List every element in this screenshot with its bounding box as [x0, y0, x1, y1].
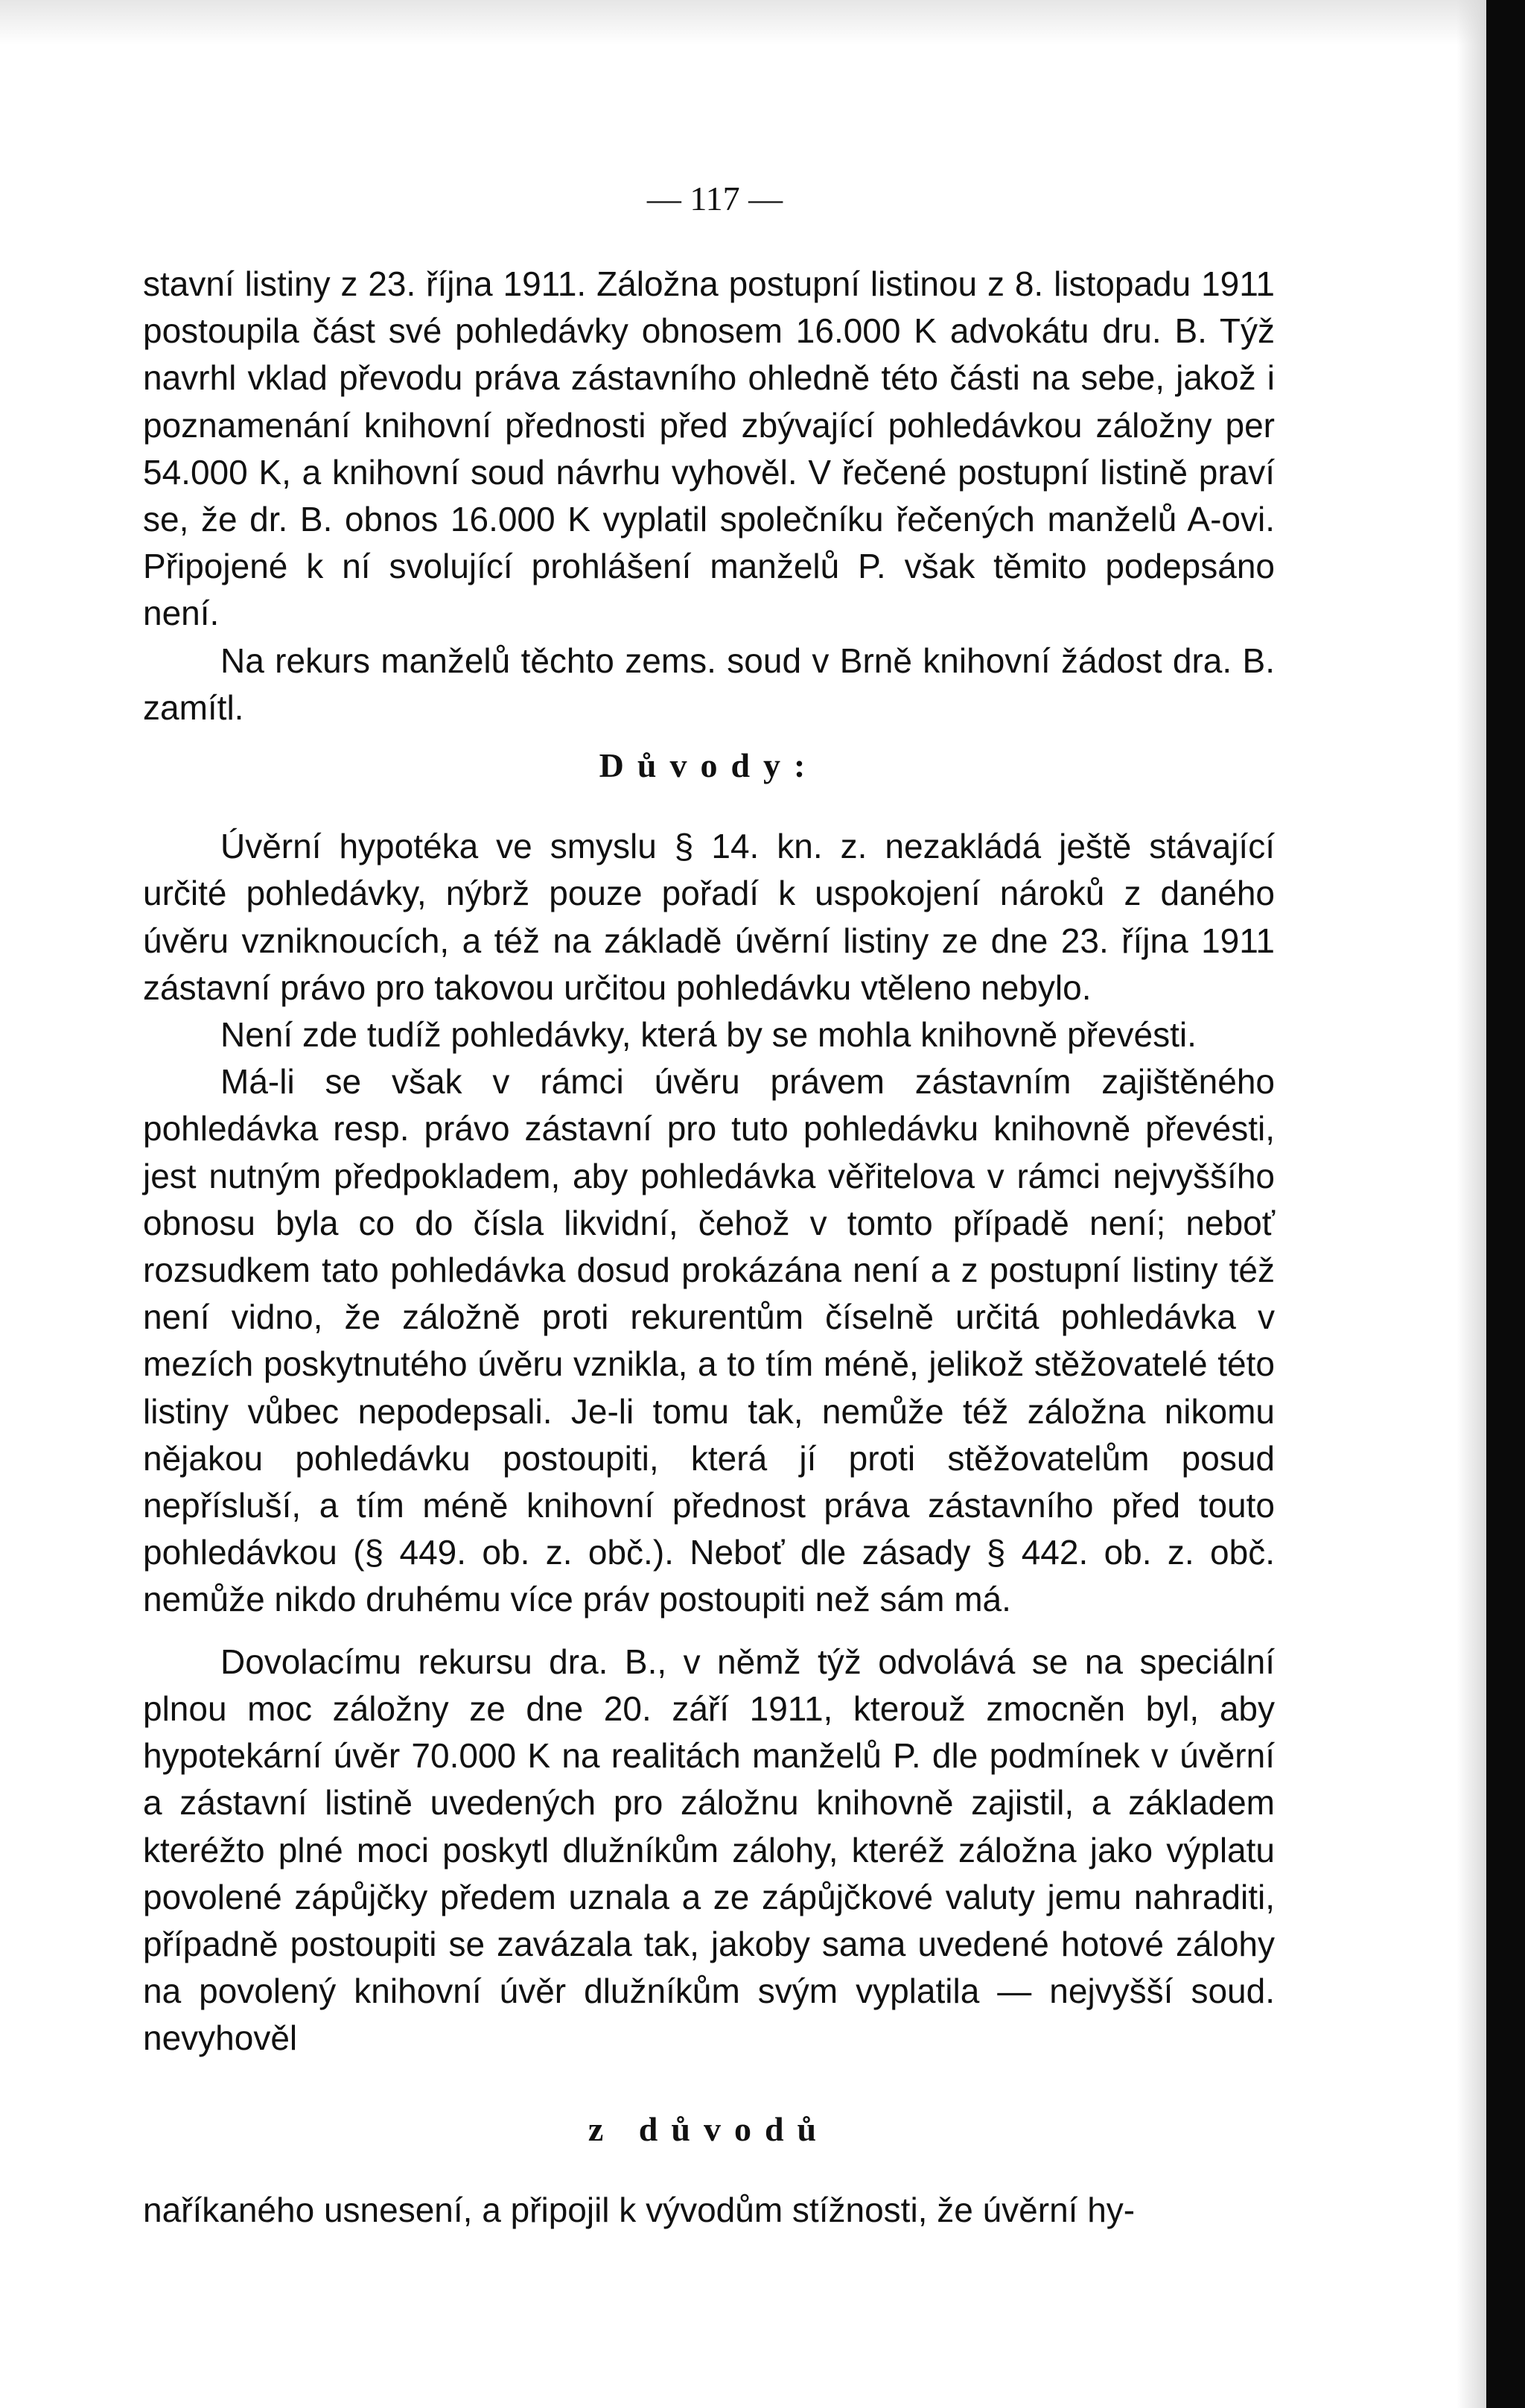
- scan-border-right: [1486, 0, 1525, 2408]
- heading-z-duvodu: z důvodů: [588, 2109, 830, 2148]
- paragraph-rekurs: Na rekurs manželů těchto zems. soud v Brně knihovní žádost dra. B. zamítl.: [143, 641, 1275, 727]
- paragraph-reason-3: Má-li se však v rámci úvěru právem zástavním zajištěného pohledávka resp. právo zástavní pro tuto pohledávku knihovně převésti, jest nutným předpokladem, aby pohledávka věřitelova v rámci nejvyššího obnosu byla co do čísla likvidní, čehož v tomto případě není; neboť rozsudkem tato pohledávka dosud prokázána není a z postupní listiny též není vidno, že záložně proti rekurentům číselně určitá pohledávka v mezích poskytnutého úvěru vznikla, a to tím méně, jelikož stěžovatelé této listiny vůbec nepodepsali. Je-li tomu tak, nemůže též záložna nikomu nějakou pohledávku postoupiti, která jí proti stěžovatelům posud nepřísluší, a tím méně knihovní přednost práva zástavního před touto pohledávkou (§ 449. ob. z. obč.). Neboť dle zásady § 442. ob. z. obč. nemůže nikdo druhému více práv postoupiti než sám má.: [143, 1062, 1275, 1619]
- body-text: [143, 261, 1275, 2234]
- paragraph-reason-2: Není zde tudíž pohledávky, která by se mohla knihovně převésti.: [220, 1015, 1197, 1055]
- paragraph-reason-1: Úvěrní hypotéka ve smyslu § 14. kn. z. nezakládá ještě stávající určité pohledávky, nýbrž pouze pořadí k uspokojení nároků z daného úvěru vzniknoucích, a též na základě úvěrní listiny ze dne 23. října 1911 zástavní právo pro takovou určitou pohledávku vtěleno nebylo.: [143, 827, 1275, 1007]
- scan-shadow-right: [1456, 0, 1486, 2408]
- heading-duvody: Důvody:: [599, 746, 819, 785]
- paragraph-closing: naříkaného usnesení, a připojil k vývodům stížnosti, že úvěrní hy-: [143, 2190, 1136, 2229]
- page-number: — 117 —: [646, 180, 783, 217]
- paragraph-facts: stavní listiny z 23. října 1911. Záložna postupní listinou z 8. listopadu 1911 postoupila část své pohledávky obnosem 16.000 K advokátu dru. B. Týž navrhl vklad převodu práva zástavního ohledně této části na sebe, jakož i poznamenání knihovní přednosti před zbývající pohledávkou záložny per 54.000 K, a knihovní soud návrhu vyhověl. V řečené postupní listině praví se, že dr. B. obnos 16.000 K vyplatil společníku řečených manželů A-ovi. Připojené k ní svolující prohlášení manželů P. však těmito podepsáno není.: [143, 264, 1275, 633]
- scan-shadow-top: [0, 0, 1486, 45]
- paragraph-dovolaci-rekurs: Dovolacímu rekursu dra. B., v němž týž odvolává se na speciální plnou moc záložny ze dne 20. září 1911, kterouž zmocněn byl, aby hypotekární úvěr 70.000 K na realitách manželů P. dle podmínek v úvěrní a zástavní listině uvedených pro záložnu knihovně zajistil, a základem kteréžto plné moci poskytl dlužníkům zálohy, kteréž záložna jako výplatu povolené zápůjčky předem uznala a ze zápůjčkové valuty jemu nahraditi, případně postoupiti se zavázala tak, jakoby sama uvedené hotové zálohy na povolený knihovní úvěr dlužníkům svým vyplatila — nejvyšší soud. nevyhověl: [143, 1642, 1275, 2058]
